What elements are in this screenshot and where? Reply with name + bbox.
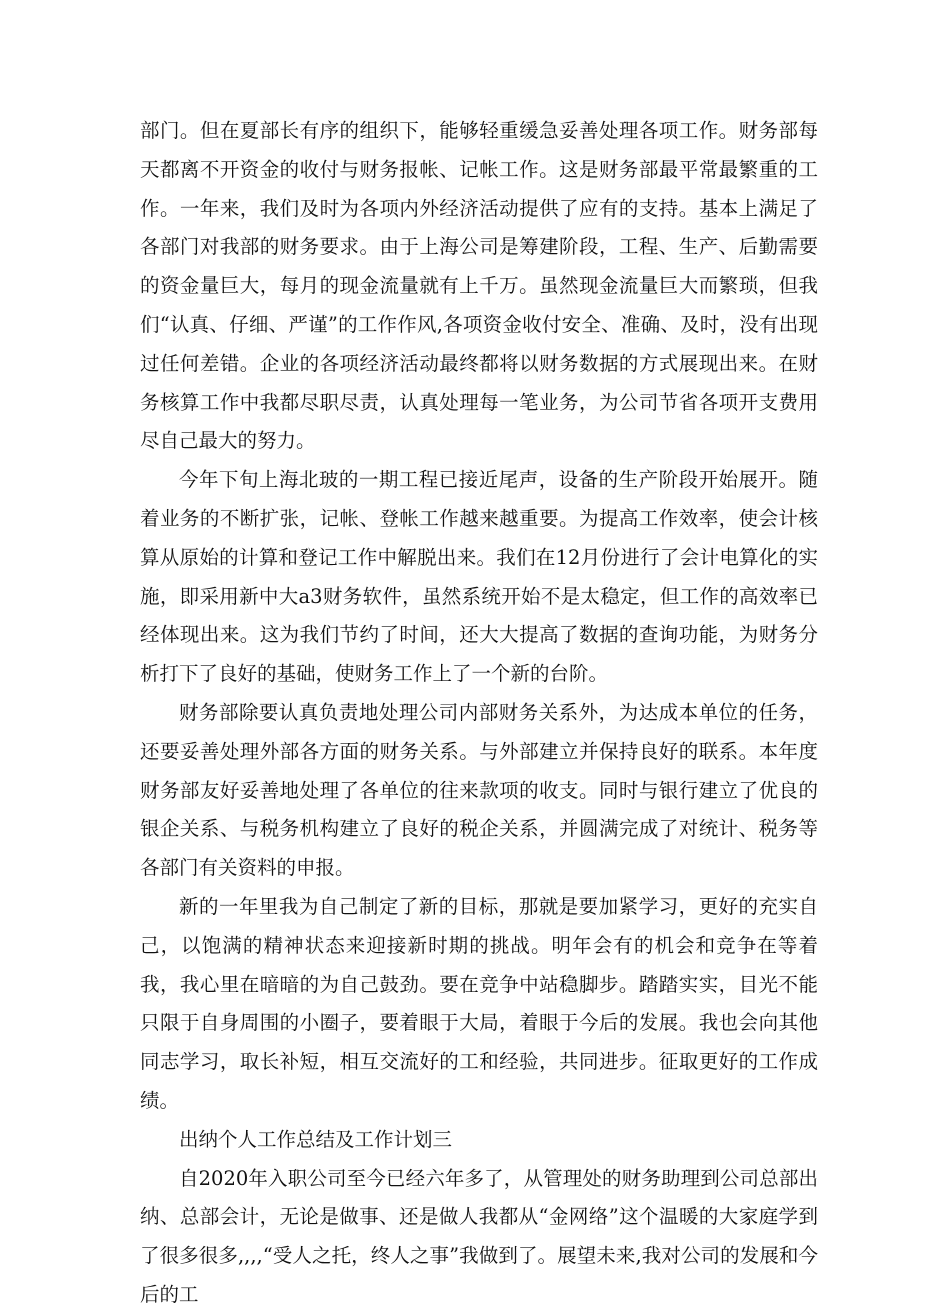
paragraph-continuation: 部门。但在夏部长有序的组织下，能够轻重缓急妥善处理各项工作。财务部每天都离不开资金的收付与财务报帐、记帐工作。这是财务部最平常最繁重的工作。一年来，我们及时为各项内外经济活动提供了应有的支持。基本上满足了各部门对我部的财务要求。由于上海公司是筹建阶段，工程、生产、后勤需要的资金量巨大，每月的现金流量就有上千万。虽然现金流量巨大而繁琐，但我们“认真、仔细、严谨”的工作作风,各项资金收付安全、准确、及时，没有出现过任何差错。企业的各项经济活动最终都将以财务数据的方式展现出来。在财务核算工作中我都尽职尽责，认真处理每一笔业务，为公司节省各项开支费用尽自己最大的努力。	[140, 119, 818, 453]
paragraph-external-relations: 财务部除要认真负责地处理公司内部财务关系外，为达成本单位的任务，还要妥善处理外部各方面的财务关系。与外部建立并保持良好的联系。本年度财务部友好妥善地处理了各单位的往来款项的收支。同时与银行建立了优良的银企关系、与税务机构建立了良好的税企关系，并圆满完成了对统计、税务等各部门有关资料的申报。	[140, 700, 818, 880]
paragraph-software: 今年下旬上海北玻的一期工程已接近尾声，设备的生产阶段开始展开。随着业务的不断扩张，记帐、登帐工作越来越重要。为提高工作效率，使会计核算从原始的计算和登记工作中解脱出来。我们在12月份进行了会计电算化的实施，即采用新中大a3财务软件，虽然系统开始不是太稳定，但工作的高效率已经体现出来。这为我们节约了时间，还大大提高了数据的查询功能，为财务分析打下了良好的基础，使财务工作上了一个新的台阶。	[140, 468, 818, 686]
paragraph-goals: 新的一年里我为自己制定了新的目标，那就是要加紧学习，更好的充实自己，以饱满的精神状态来迎接新时期的挑战。明年会有的机会和竞争在等着我，我心里在暗暗的为自己鼓劲。要在竞争中站稳脚步。踏踏实实，目光不能只限于自身周围的小圈子，要着眼于大局，着眼于今后的发展。我也会向其他同志学习，取长补短，相互交流好的工和经验，共同进步。征取更好的工作成绩。	[140, 894, 818, 1112]
paragraph-intro: 自2020年入职公司至今已经六年多了，从管理处的财务助理到公司总部出纳、总部会计，无论是做事、还是做人我都从“金网络”这个温暖的大家庭学到了很多很多,,,,“受人之托，终人之事”我做到了。展望未来,我对公司的发展和今后的工	[140, 1166, 818, 1306]
document-body	[140, 112, 818, 1315]
section-heading: 出纳个人工作总结及工作计划三	[179, 1127, 453, 1151]
